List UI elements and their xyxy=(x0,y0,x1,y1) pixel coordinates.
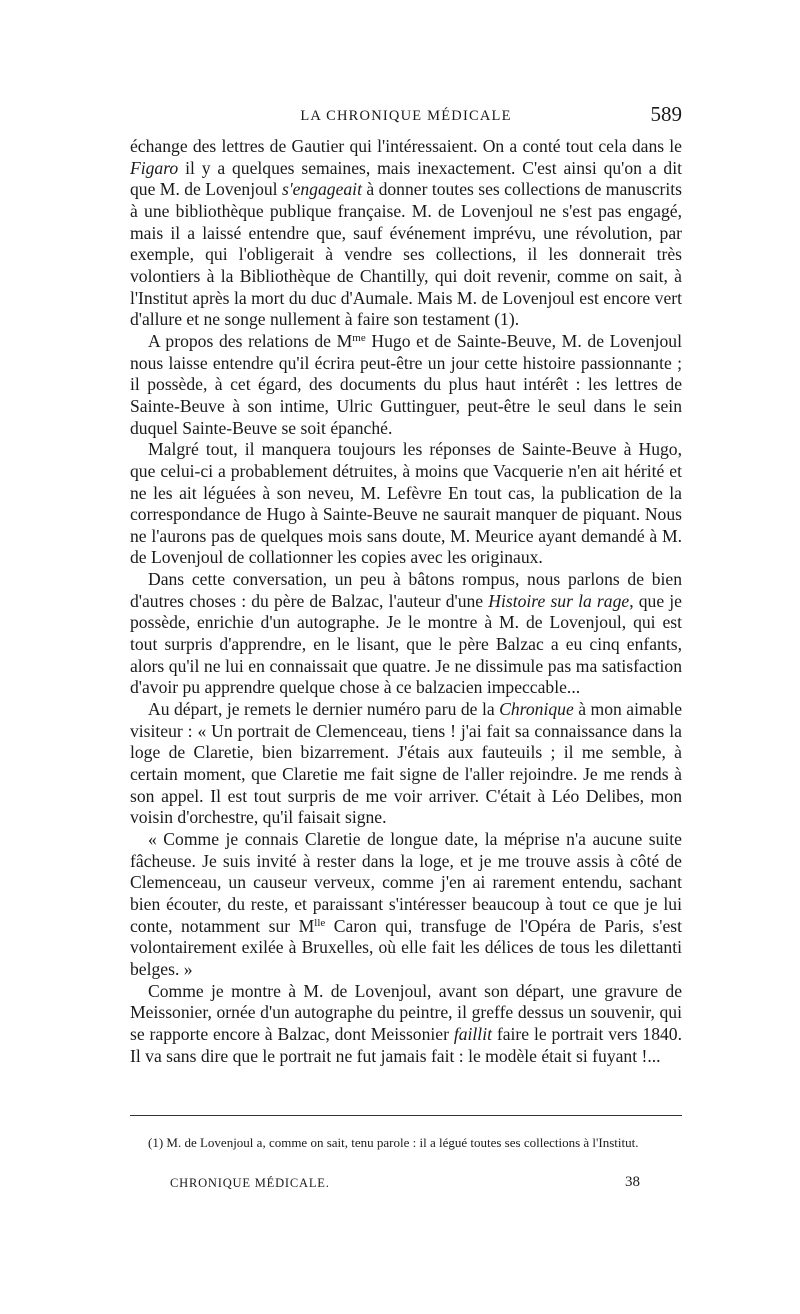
signature-mark: 38 xyxy=(625,1174,640,1190)
page-number: 589 xyxy=(650,102,682,126)
text-run: Comme je montre à M. de Lovenjoul, avant son départ, une gravure de Meissonier, ornée d'un autographe du peintre, il greffe dessus un souvenir, qui se rapporte encore à Balzac, dont Meissonier xyxy=(130,980,682,1044)
footer-journal-name: CHRONIQUE MÉDICALE. xyxy=(170,1176,330,1190)
text-run: à donner toutes ses collections de manuscrits à une bibliothèque publique française. M. de Lovenjoul ne s'est pas engagé, mais il a laissé entendre que, sauf événement imprévu, une révolution, par exemple, qui l'obligerait à vendre ses collections, il les donnerait très volontiers à la Bibliothèque de Chantilly, qui doit revenir, comme on sait, à l'Institut après la mort du duc d'Aumale. Mais M. de Lovenjoul est encore vert d'allure et ne songe nullement à faire son testament (1). xyxy=(130,179,682,330)
text-run: Caron qui, transfuge de l'Opéra de Paris, s'est volontairement exilée à Bruxelles, où elle fait les délices de tous les dilettanti belges. » xyxy=(130,915,683,979)
text-run: , que je possède, enrichie d'un autographe. Je le montre à M. de Lovenjoul, qui est tout surpris d'apprendre, en le lisant, que le père Balzac a eu cinq enfants, alors qu'il ne lui en connaissait que quatre. Je ne dissimule pas ma satisfaction d'avoir pu apprendre quelque chose à ce balzacien impeccable... xyxy=(130,590,682,698)
text-run: A propos des relations de M xyxy=(148,330,353,351)
footnote: (1) M. de Lovenjoul a, comme on sait, tenu parole : il a légué toutes ses collections à l'Institut. xyxy=(148,1135,639,1150)
paragraph-6 xyxy=(130,829,682,981)
text-run: échange des lettres de Gautier qui l'intéressaient. On a conté tout cela dans le xyxy=(130,136,682,156)
paragraph-5 xyxy=(130,699,682,829)
superscript: me xyxy=(352,331,366,344)
paragraph-2 xyxy=(130,331,682,439)
paragraph-7 xyxy=(130,981,682,1068)
paragraph-4 xyxy=(130,569,682,699)
page-header xyxy=(130,102,682,130)
text-run: Hugo et de Sainte-Beuve, M. de Lovenjoul nous laisse entendre qu'il écrira peut-être un jour cette histoire passionnante ; il possède, à cet égard, des documents du plus haut intérêt : les lettres de Sainte-Beuve à son intime, Ulric Guttinguer, peut-être le seul dans le sein duquel Sainte-Beuve se soit épanché. xyxy=(130,330,682,438)
text-run: faire le portrait vers 1840. Il va sans dire que le portrait ne fut jamais fait : le modèle était si fuyant !... xyxy=(130,1023,682,1066)
body-text xyxy=(130,136,682,1067)
italic-book-title: Histoire sur la rage xyxy=(488,590,630,611)
text-run: à mon aimable visiteur : « Un portrait de Clemenceau, tiens ! j'ai fait sa connaissance dans la loge de Claretie, bien bizarrement. J'étais aux fauteuils ; il me semble, à certain moment, que Claretie me fait signe de l'aller rejoindre. Je me rends à son appel. Il est tout surpris de me voir arriver. C'était à Léo Delibes, mon voisin d'orchestre, qu'il faisait signe. xyxy=(130,699,682,828)
footnote-divider xyxy=(130,1115,682,1116)
italic-engageait: s'engageait xyxy=(281,179,362,200)
italic-chronique: Chronique xyxy=(499,699,574,720)
paragraph-1 xyxy=(130,136,682,331)
italic-faillit: faillit xyxy=(453,1023,492,1044)
text-run: Au départ, je remets le dernier numéro paru de la xyxy=(148,699,500,720)
superscript: lle xyxy=(314,916,326,929)
paragraph-3: Malgré tout, il manquera toujours les réponses de Sainte-Beuve à Hugo, que celui-ci a probablement détruites, à moins que Vacquerie n'en ait hérité et ne les ait léguées à son neveu, M. Lefèvre En tout cas, la publication de la correspondance de Hugo à Sainte-Beuve ne saurait manquer de piquant. Nous ne l'aurons pas de quelques mois sans doute, M. Meurice ayant demandé à M. de Lovenjoul de collationner les copies avec les originaux. xyxy=(130,439,682,568)
running-title: LA CHRONIQUE MÉDICALE xyxy=(300,108,512,124)
text-run: Dans cette conversation, un peu à bâtons rompus, nous parlons de bien d'autres choses : du père de Balzac, l'auteur d'une xyxy=(130,569,682,611)
italic-figaro: Figaro xyxy=(130,157,179,178)
text-run: il y a quelques semaines, mais inexactement. C'est ainsi qu'on a dit que M. de Lovenjoul xyxy=(130,157,682,200)
text-run: « Comme je connais Claretie de longue date, la méprise n'a aucune suite fâcheuse. Je suis invité à rester dans la loge, et je me trouve assis à côté de Clemenceau, un causeur verveux, comme j'en ai rarement entendu, sachant bien écouter, du reste, et paraissant s'intéresser beaucoup à tout ce que je lui conte, notamment sur M xyxy=(130,829,682,936)
